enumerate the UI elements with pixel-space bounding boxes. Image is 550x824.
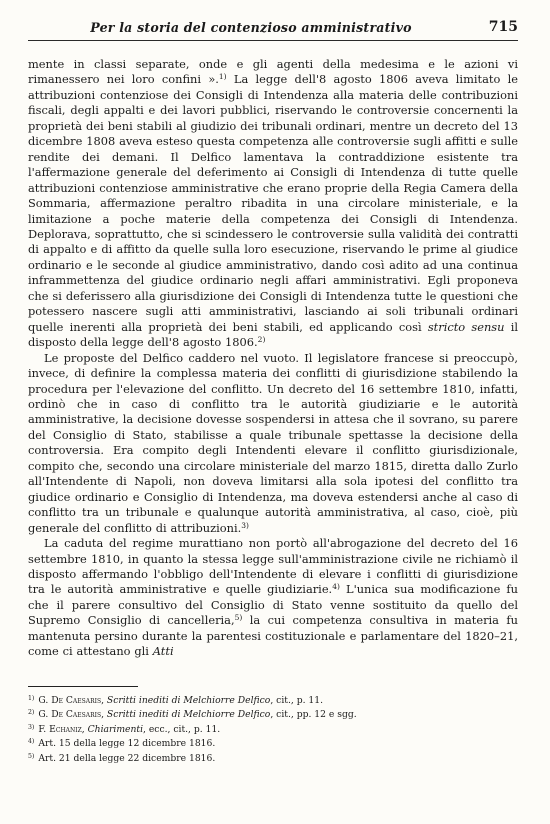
text-run: Atti bbox=[152, 644, 174, 659]
paragraph-3 bbox=[28, 536, 518, 660]
footnote-number: 3) bbox=[28, 723, 35, 731]
footnote-5 bbox=[28, 751, 518, 766]
footnote-text: Art. 15 della legge 12 dicembre 1816. bbox=[38, 738, 216, 750]
footnote-author: G. De Caesaris bbox=[38, 694, 102, 706]
text-run: la cui competenza consultiva in materia fu mantenuta persino durante la parentesi costituzionale e parlamentare del 1820–21, come ci attestano gli bbox=[28, 613, 518, 659]
footnote-text: , bbox=[101, 709, 107, 721]
footnote-number: 2) bbox=[28, 709, 35, 717]
text-run: Le proposte del Delfico caddero nel vuoto. Il legislatore francese si preoccupò, invece, di definire la complessa materia dei conflitti di giurisdizione stabilendo la procedura per l'elevazione del conflitto. Un decreto del 16 settembre 1810, infatti, ordinò che in caso di conflitto tra le autorità giudiziarie e le autorità amministrative, la decisione dovesse sospendersi in attesa che il sovrano, su parere del Consiglio di Stato, stabilisse a quale tribunale spettasse la decisione della controversia. Era compito degli Intendenti elevare il conflitto giurisdizionale, compito che, secondo una circolare ministeriale del marzo 1815, diretta dallo Zurlo all'Intendente di Napoli, non doveva limitarsi alla sola ipotesi del conflitto tra giudice ordinario e Consiglio di Intendenza, ma doveva estendersi anche al caso di conflitto tra un tribunale e qualunque autorità amministrativa, al caso, cioè, più generale del conflitto di attribuzioni. bbox=[28, 350, 518, 535]
footnote-number: 1) bbox=[28, 694, 35, 702]
footnote-1 bbox=[28, 693, 518, 708]
footnote-work-title: Scritti inediti di Melchiorre Delfico bbox=[106, 694, 271, 706]
footnote-number: 5) bbox=[28, 753, 35, 761]
footnote-text: , bbox=[81, 723, 88, 735]
text-run: La caduta del regime murattiano non portò all'abrogazione del decreto del 16 settembre 1810, in quanto la stessa legge sull'amministrazione civile ne richiamò il disposto affermando l'obbligo dell'Intendente di elevare i conflitti di giurisdizione tra le autorità amministrative e quelle giudiziarie. bbox=[28, 536, 518, 597]
text-run: mente in classi separate, onde e gli agenti della medesima e le azioni vi rimanessero nei loro confini ». bbox=[28, 57, 518, 87]
footnote-text: , ecc., cit., p. 11. bbox=[143, 723, 221, 735]
footnote-text: Art. 21 della legge 22 dicembre 1816. bbox=[38, 753, 216, 765]
body-text bbox=[28, 57, 518, 660]
footnote-work-title: Scritti inediti di Melchiorre Delfico bbox=[106, 709, 271, 721]
text-run: La legge dell'8 agosto 1806 aveva limitato le attribuzioni contenziose dei Consigli di Intendenza alla materia delle contribuzioni fiscali, degli appalti e dei lavori pubblici, riservando le controversie concernenti la proprietà dei beni stabili al giudizio dei tribunali ordinari, mentre un decreto del 13 dicembre 1808 aveva esteso questa competenza alle controversie sugli affitti e sulle rendite dei demani. Il Delfico lamentava la contraddizione esistente tra l'affermazione generale del deferimento ai Consigli di Intendenza di tutte quelle attribuzioni contenziose amministrative che erano proprie della Regia Camera della Sommaria, affermazione peraltro ribadita in una circolare ministeriale, e la limitazione a poche materie della competenza dei Consigli di Intendenza. Deplorava, soprattutto, che si scindessero le controversie sulla validità dei contratti di appalto e di affitto da quelle sulla loro esecuzione, riservando le prime al giudice ordinario e le seconde al giudice amministrativo, dando così adito ad una continua inframmettenza del giudice ordinario negli affari amministrativi. Egli proponeva che si deferissero alla giurisdizione dei Consigli di Intendenza tutte le questioni che potessero nascere sugli atti amministrativi, lasciando ai soli tribunali ordinari quelle inerenti alla proprietà dei beni stabili, ed applicando così bbox=[28, 72, 518, 334]
footnote-reference: 1) bbox=[218, 72, 227, 82]
paragraph-1 bbox=[28, 57, 518, 351]
footnote-author: F. Echaniz bbox=[38, 723, 82, 735]
footnote-reference: 3) bbox=[241, 520, 249, 530]
footnote-reference: 2) bbox=[257, 335, 266, 345]
footnotes bbox=[28, 693, 518, 766]
footnote-text: , cit., p. 11. bbox=[270, 694, 324, 706]
footnote-4 bbox=[28, 736, 518, 751]
footnote-work-title: Chiarimenti bbox=[87, 723, 144, 735]
footnote-2 bbox=[28, 707, 518, 722]
paragraph-2 bbox=[28, 351, 518, 536]
footnote-text: , cit., pp. 12 e sgg. bbox=[270, 709, 357, 721]
page-number: 715 bbox=[488, 19, 518, 35]
footnote-number: 4) bbox=[28, 738, 35, 746]
book-page bbox=[28, 18, 518, 766]
running-title: Per la storia del contenzioso amministrativo bbox=[90, 20, 412, 35]
footnote-divider bbox=[28, 686, 138, 687]
running-header bbox=[28, 18, 518, 41]
footnote-reference: 4) bbox=[332, 582, 340, 592]
footnote-text: , bbox=[101, 694, 107, 706]
text-run: stricto sensu bbox=[427, 319, 505, 334]
footnote-author: G. De Caesaris bbox=[38, 709, 102, 721]
footnote-reference: 5) bbox=[234, 613, 243, 623]
footnote-3 bbox=[28, 722, 518, 737]
text-run: il disposto della legge dell'8 agosto 1806. bbox=[28, 319, 518, 350]
text-run: L'unica sua modificazione fu che il parere consultivo del Consiglio di Stato venne sostituito da quello del Supremo Consiglio di cancelleria, bbox=[28, 582, 518, 628]
